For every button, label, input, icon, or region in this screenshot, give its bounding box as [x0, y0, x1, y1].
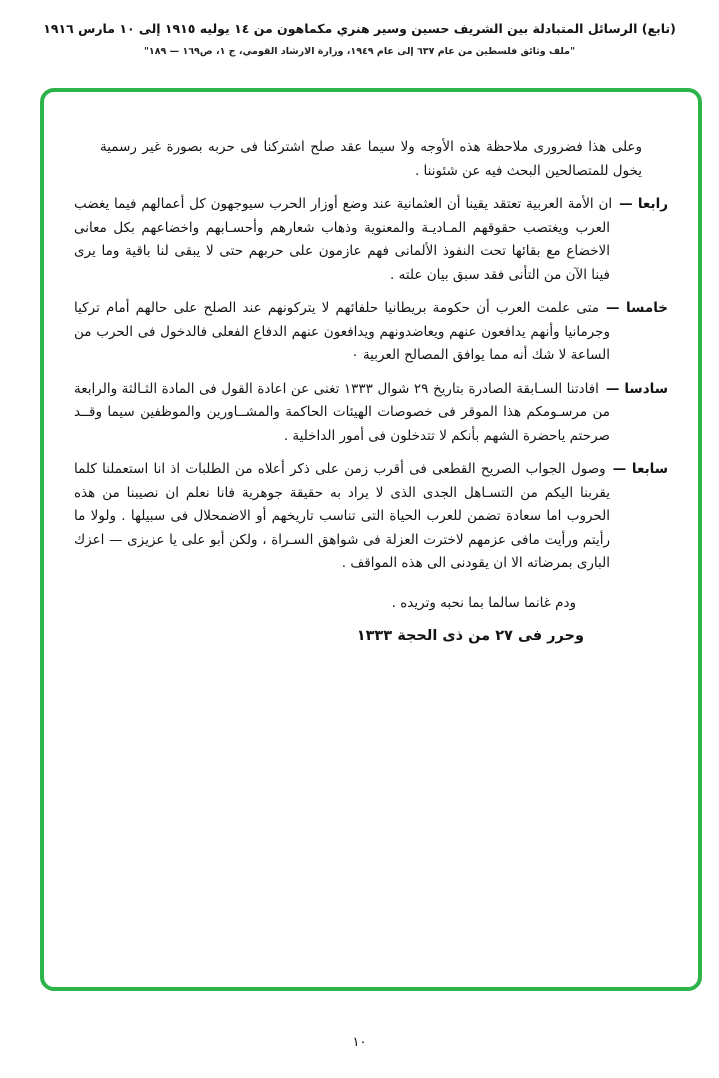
clause-fourth-label: رابعا — — [619, 196, 668, 212]
clause-seventh-text: وصول الجواب الصريح القطعى فى أقرب زمن على ذكر أعلاه من الطلبات اذ انا استعملنا كلما يقربنا اليكم من التسـاهل الجدى الذى لا يراد به حقيقة جوهرية فانا نعلم ان نصيبنا من هذه الحروب اما سعادة تضمن للعرب الحياة التى تناسب تاريخهم أو الاضمحلال فى سبيلها . ولولا ما رأيتم ورأيت مافى عزمهم لاخترت العزلة فى شواهق السـراة ، ولكن أبو على يا عزيزى — اعزك البارى بمرضاته الا ان يقودنى الى هذه المواقف . — [74, 461, 610, 571]
green-border-frame — [40, 88, 702, 991]
intro-paragraph: وعلى هذا فضرورى ملاحظة هذه الأوجه ولا سيما عقد صلح اشتركنا فى حربه بصورة غير رسمية يخول للمتصالحين البحث فيه عن شئوننا . — [100, 139, 642, 179]
clause-fifth-label: خامسا — — [605, 300, 668, 316]
document-source-line: "ملف وثائق فلسطين من عام ٦٣٧ إلى عام ١٩٤٩، وزارة الارشاد القومي، ج ١، ص١٦٩ — ١٨٩" — [143, 45, 576, 57]
clause-sixth-text: افادتنا السـابقة الصادرة بتاريخ ٢٩ شوال ١٣٣٣ تغنى عن اعادة القول فى المادة الثـالثة والرابعة من مرسـومكم هذا الموقر فى خصوصات الهيئات الحاكمة والمشــاورين والموظفين سيما وقــد صرحتم ياحضرة الشهم بأنكم لا تتدخلون فى أمور الداخلية . — [74, 380, 610, 444]
clause-sixth — [74, 378, 668, 449]
page-number: ١٠ — [352, 1035, 367, 1050]
letter-body — [44, 92, 698, 649]
letter-date-line: وحرر فى ٢٧ من ذى الحجة ١٣٣٣ — [356, 628, 584, 644]
clause-fifth-text: متى علمت العرب أن حكومة بريطانيا حلفائهم لا يتركونهم عند الصلح على حالهم أمام تركيا وجرمانيا وأنهم يدافعون عنهم ويعاضدونهم ويدافعون عنهم الدفاع الفعلى فالدخول فى الحرب من الساعة لا شك أنه مما يوافق المصالح العربية ٠ — [74, 300, 610, 363]
clause-fourth-text: ان الأمة العربية تعتقد يقينا أن العثمانية عند وضع أوزار الحرب سيوجهون كل أعمالهم فيما يغضب العرب ويغتصب حقوقهم المـاديـة والمعنوية وذهاب شعارهم وأحسـابهم واخضاعهم بكل معانى الاخضاع مع بقائها تحت النفوذ الألمانى فهم عازمون على حربهم حتى لا يبقى لنا باقية وما يرى فينا الآن من التأنى فقد سبق بيان علته . — [74, 196, 613, 283]
page-header — [0, 20, 719, 57]
clause-fourth — [74, 193, 668, 287]
clause-fifth — [74, 297, 668, 368]
document-title: (تابع) الرسائل المتبادلة بين الشريف حسين وسير هنري مكماهون من ١٤ يوليه ١٩١٥ إلى ١٠ مارس ١٩١٦ — [43, 21, 676, 36]
clause-seventh-label: سابعا — — [612, 461, 668, 477]
closing-salutation: ودم غانما سالما بما نحبه وتريده . — [391, 594, 576, 611]
clause-seventh — [74, 458, 668, 576]
clause-sixth-label: سادسا — — [605, 380, 668, 397]
